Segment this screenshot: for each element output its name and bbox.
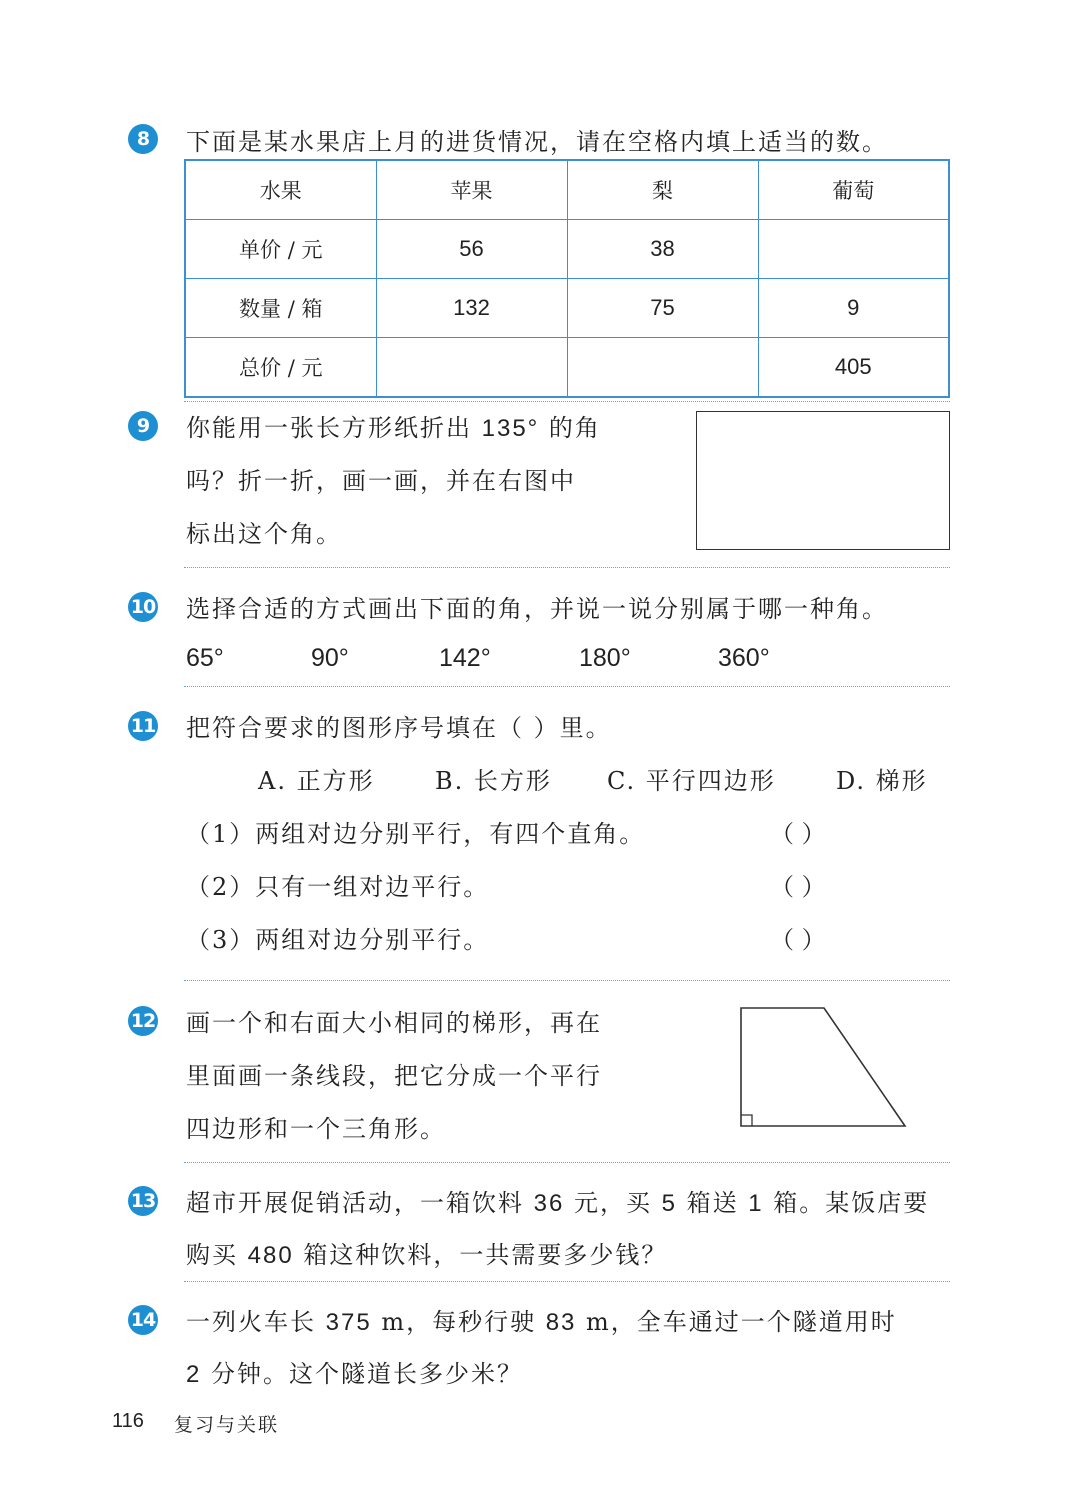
question-12-line-1: 画一个和右面大小相同的梯形，再在 (186, 1009, 602, 1037)
question-8-text: 下面是某水果店上月的进货情况，请在空格内填上适当的数。 (186, 128, 888, 156)
option-b: B. 长方形 (435, 767, 552, 795)
option-d: D. 梯形 (836, 767, 928, 795)
question-number-13: 13 (128, 1186, 158, 1216)
question-number-14: 14 (128, 1305, 158, 1335)
number: 480 (247, 1242, 294, 1269)
table-cell-blank[interactable] (376, 338, 567, 398)
question-12-line-3: 四边形和一个三角形。 (186, 1115, 446, 1143)
table-cell-blank[interactable] (758, 220, 949, 279)
angle-value: 135° (481, 415, 540, 442)
question-9-line-2: 吗？折一折，画一画，并在右图中 (186, 467, 576, 495)
number: 375 (325, 1309, 372, 1336)
question-9-line-3: 标出这个角。 (186, 520, 342, 548)
question-9-text: 的角 (539, 414, 601, 442)
table-row-label: 单价 / 元 (185, 220, 376, 279)
question-13-line-2 (186, 1235, 667, 1270)
table-row-label: 数量 / 箱 (185, 279, 376, 338)
table-cell: 9 (758, 279, 949, 338)
number: 83 (545, 1309, 577, 1336)
angle-label: 360° (718, 644, 770, 672)
divider (184, 1162, 950, 1163)
table-header-row (185, 160, 949, 220)
divider (184, 1281, 950, 1282)
question-13-text: 箱这种饮料，一共需要多少钱？ (293, 1241, 668, 1269)
angle-label: 65° (186, 644, 224, 672)
table-cell: 405 (758, 338, 949, 398)
question-9-text: 你能用一张长方形纸折出 (186, 414, 482, 442)
table-row (185, 220, 949, 279)
question-13-text: 购买 (186, 1241, 248, 1269)
question-9-line-1 (186, 408, 601, 443)
table-cell: 75 (567, 279, 758, 338)
rectangle-paper-figure (696, 411, 950, 550)
table-header-cell: 葡萄 (758, 160, 949, 220)
option-c: C. 平行四边形 (607, 767, 776, 795)
divider (184, 401, 950, 402)
sub-question-2: （2）只有一组对边平行。 (186, 873, 490, 901)
question-11-text: 把符合要求的图形序号填在（ ）里。 (186, 714, 612, 742)
table-cell: 38 (567, 220, 758, 279)
question-10-text: 选择合适的方式画出下面的角，并说一说分别属于哪一种角。 (186, 595, 888, 623)
option-a: A. 正方形 (258, 767, 375, 795)
question-number-9: 9 (128, 411, 158, 441)
divider (184, 686, 950, 687)
sub-question-1: （1）两组对边分别平行，有四个直角。 (186, 820, 646, 848)
table-cell: 56 (376, 220, 567, 279)
table-row-label: 总价 / 元 (185, 338, 376, 398)
question-number-10: 10 (128, 592, 158, 622)
table-row (185, 338, 949, 398)
answer-blank-3[interactable]: （ ） (770, 926, 826, 954)
page-number: 116 (112, 1410, 144, 1432)
question-13-text: 元，买 (564, 1189, 662, 1217)
table-header-cell: 水果 (185, 160, 376, 220)
trapezoid-figure (735, 1003, 915, 1133)
question-14-text: 分钟。这个隧道长多少米？ (201, 1360, 523, 1388)
question-13-text: 超市开展促销活动，一箱饮料 (186, 1189, 534, 1217)
angle-label: 142° (439, 644, 491, 672)
angle-label: 90° (311, 644, 349, 672)
divider (184, 567, 950, 568)
divider (184, 980, 950, 981)
answer-blank-1[interactable]: （ ） (770, 820, 826, 848)
chapter-title: 复习与关联 (174, 1414, 280, 1436)
sub-question-3: （3）两组对边分别平行。 (186, 926, 490, 954)
question-14-text: m，全车通过一个隧道用时 (576, 1308, 897, 1336)
number: 1 (748, 1190, 764, 1217)
number: 2 (186, 1361, 202, 1388)
question-14-text: 一列火车长 (186, 1308, 326, 1336)
question-number-8: 8 (128, 124, 158, 154)
table-header-cell: 苹果 (376, 160, 567, 220)
question-number-11: 11 (128, 711, 158, 741)
question-14-line-1 (186, 1302, 897, 1337)
table-row (185, 279, 949, 338)
number: 5 (661, 1190, 677, 1217)
table-cell-blank[interactable] (567, 338, 758, 398)
question-13-text: 箱送 (676, 1189, 749, 1217)
question-13-text: 箱。某饭店要 (763, 1189, 930, 1217)
question-14-text: m，每秒行驶 (371, 1308, 546, 1336)
question-13-line-1 (186, 1183, 929, 1218)
table-header-cell: 梨 (567, 160, 758, 220)
question-14-line-2 (186, 1354, 523, 1389)
angle-label: 180° (579, 644, 631, 672)
number: 36 (533, 1190, 565, 1217)
question-12-line-2: 里面画一条线段，把它分成一个平行 (186, 1062, 602, 1090)
question-number-12: 12 (128, 1006, 158, 1036)
fruit-table (184, 159, 950, 398)
table-cell: 132 (376, 279, 567, 338)
answer-blank-2[interactable]: （ ） (770, 873, 826, 901)
